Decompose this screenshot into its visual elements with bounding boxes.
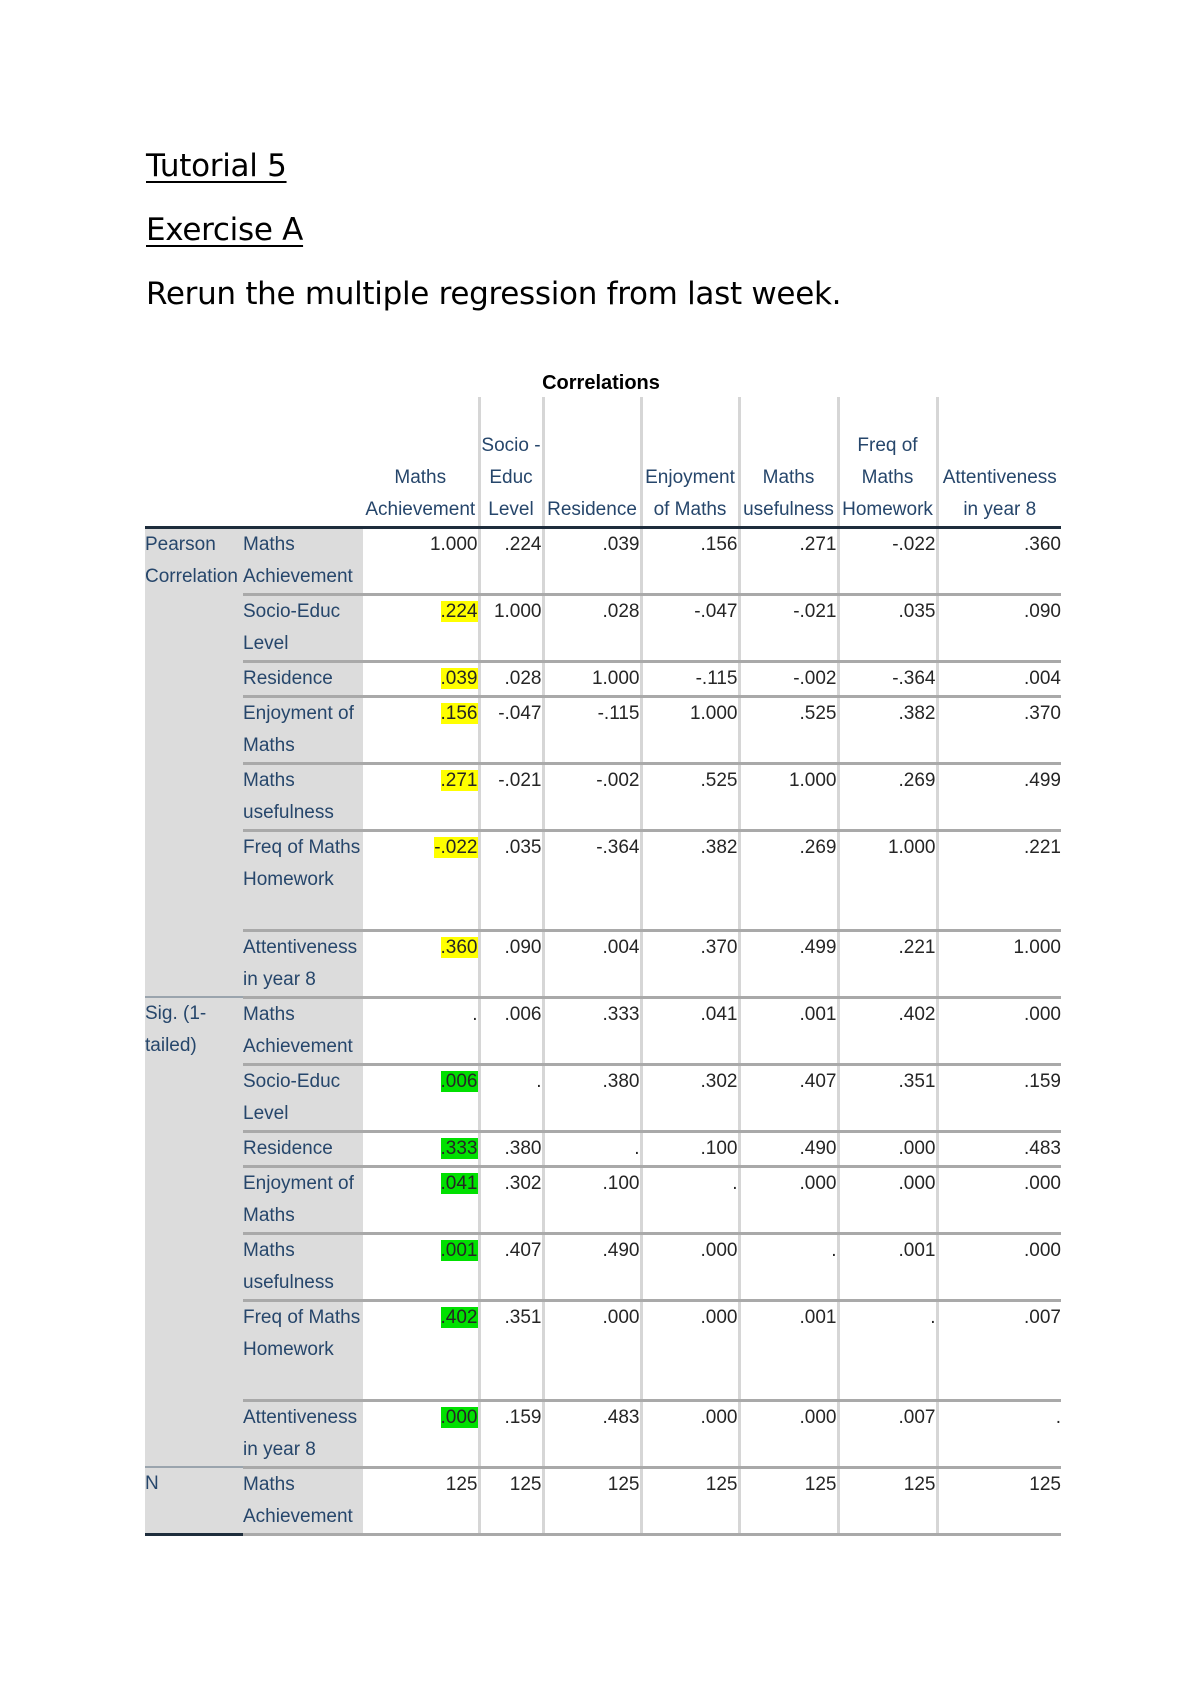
row-label: Residence — [243, 661, 363, 696]
table-cell: .007 — [838, 1400, 937, 1467]
table-row — [145, 830, 1061, 930]
table-cell: .269 — [838, 763, 937, 830]
table-cell: -.047 — [479, 696, 543, 763]
table-cell: -.115 — [641, 661, 739, 696]
row-label: Maths Achievement — [243, 997, 363, 1064]
column-header: Maths Achievement — [363, 397, 479, 527]
table-cell: .039 — [543, 527, 641, 594]
table-row — [145, 997, 1061, 1064]
table-cell: .100 — [641, 1131, 739, 1166]
table-cell: .000 — [937, 1166, 1061, 1233]
table-row — [145, 1064, 1061, 1131]
table-cell: .221 — [937, 830, 1061, 930]
table-cell: .090 — [479, 930, 543, 997]
table-cell — [363, 830, 479, 930]
table-cell: . — [937, 1400, 1061, 1467]
correlations-table — [145, 397, 1061, 1536]
table-cell: -.115 — [543, 696, 641, 763]
table-cell: .269 — [739, 830, 838, 930]
table-cell — [363, 1233, 479, 1300]
table-cell: -.047 — [641, 594, 739, 661]
column-header: Socio -Educ Level — [479, 397, 543, 527]
table-cell: .302 — [641, 1064, 739, 1131]
table-cell: . — [641, 1166, 739, 1233]
table-cell: .407 — [739, 1064, 838, 1131]
table-cell: .001 — [739, 1300, 838, 1400]
table-cell — [363, 763, 479, 830]
row-group-label: N — [145, 1467, 243, 1534]
highlighted-cell-value: .224 — [440, 600, 478, 622]
row-label: Maths Achievement — [243, 527, 363, 594]
table-cell — [363, 1166, 479, 1233]
column-header: Enjoyment of Maths — [641, 397, 739, 527]
table-row — [145, 1233, 1061, 1300]
table-cell: 1.000 — [838, 830, 937, 930]
table-cell: .525 — [739, 696, 838, 763]
tutorial-heading: Tutorial 5 — [146, 148, 287, 184]
table-cell: .271 — [739, 527, 838, 594]
table-cell: .221 — [838, 930, 937, 997]
table-row — [145, 1467, 1061, 1534]
table-row — [145, 930, 1061, 997]
table-cell — [363, 1131, 479, 1166]
table-row — [145, 696, 1061, 763]
table-cell: .351 — [479, 1300, 543, 1400]
table-cell: .000 — [739, 1166, 838, 1233]
table-cell: .041 — [641, 997, 739, 1064]
table-cell: .000 — [739, 1400, 838, 1467]
row-label: Socio-Educ Level — [243, 594, 363, 661]
table-cell: -.364 — [543, 830, 641, 930]
highlighted-cell-value: .006 — [440, 1070, 478, 1092]
table-cell: . — [479, 1064, 543, 1131]
highlighted-cell-value: .402 — [440, 1306, 478, 1328]
row-label: Attentiveness in year 8 — [243, 930, 363, 997]
row-label: Maths usefulness — [243, 1233, 363, 1300]
table-cell: 125 — [543, 1467, 641, 1534]
table-cell: .004 — [937, 661, 1061, 696]
table-cell: .525 — [641, 763, 739, 830]
table-cell: 1.000 — [937, 930, 1061, 997]
table-cell: -.364 — [838, 661, 937, 696]
table-cell: .382 — [838, 696, 937, 763]
table-cell — [363, 661, 479, 696]
row-label: Residence — [243, 1131, 363, 1166]
table-cell: .028 — [479, 661, 543, 696]
highlighted-cell-value: .333 — [440, 1137, 478, 1159]
column-header: Residence — [543, 397, 641, 527]
table-cell: .490 — [739, 1131, 838, 1166]
table-cell: .000 — [641, 1233, 739, 1300]
table-cell: -.002 — [543, 763, 641, 830]
table-cell: .001 — [838, 1233, 937, 1300]
table-cell: . — [363, 997, 479, 1064]
table-row — [145, 527, 1061, 594]
table-row — [145, 1166, 1061, 1233]
table-cell: 125 — [739, 1467, 838, 1534]
row-label: Socio-Educ Level — [243, 1064, 363, 1131]
table-cell: .156 — [641, 527, 739, 594]
table-cell: .402 — [838, 997, 937, 1064]
header-blank — [243, 397, 363, 527]
row-group-label: Sig. (1-tailed) — [145, 997, 243, 1467]
header-blank — [145, 397, 243, 527]
table-cell — [363, 1064, 479, 1131]
highlighted-cell-value: .156 — [440, 702, 478, 724]
highlighted-cell-value: -.022 — [434, 836, 478, 858]
table-cell: 125 — [641, 1467, 739, 1534]
table-cell: .090 — [937, 594, 1061, 661]
table-cell: .035 — [838, 594, 937, 661]
table-cell: 1.000 — [641, 696, 739, 763]
row-label: Freq of Maths Homework — [243, 830, 363, 930]
table-cell: .100 — [543, 1166, 641, 1233]
table-cell: .302 — [479, 1166, 543, 1233]
table-cell: .499 — [937, 763, 1061, 830]
table-cell: .370 — [937, 696, 1061, 763]
table-cell: .351 — [838, 1064, 937, 1131]
table-row — [145, 1131, 1061, 1166]
table-cell — [363, 594, 479, 661]
table-cell: -.021 — [479, 763, 543, 830]
table-cell: .035 — [479, 830, 543, 930]
highlighted-cell-value: .039 — [440, 667, 478, 689]
table-cell: .007 — [937, 1300, 1061, 1400]
exercise-heading: Exercise A — [146, 212, 304, 248]
table-cell: -.021 — [739, 594, 838, 661]
table-cell: .483 — [937, 1131, 1061, 1166]
row-label: Freq of Maths Homework — [243, 1300, 363, 1400]
table-cell: .499 — [739, 930, 838, 997]
table-cell: . — [543, 1131, 641, 1166]
table-cell — [363, 696, 479, 763]
table-cell: .028 — [543, 594, 641, 661]
table-cell: 125 — [363, 1467, 479, 1534]
table-row — [145, 594, 1061, 661]
table-cell: .000 — [641, 1400, 739, 1467]
table-cell — [363, 1400, 479, 1467]
table-cell — [363, 1300, 479, 1400]
table-cell: .001 — [739, 997, 838, 1064]
highlighted-cell-value: .041 — [440, 1172, 478, 1194]
table-cell — [363, 930, 479, 997]
table-cell: .159 — [937, 1064, 1061, 1131]
table-row — [145, 1400, 1061, 1467]
table-cell: .370 — [641, 930, 739, 997]
table-cell: .382 — [641, 830, 739, 930]
table-cell: .000 — [543, 1300, 641, 1400]
table-cell: .006 — [479, 997, 543, 1064]
table-row — [145, 1300, 1061, 1400]
row-label: Maths usefulness — [243, 763, 363, 830]
row-group-label: Pearson Correlation — [145, 527, 243, 997]
table-cell: . — [739, 1233, 838, 1300]
table-cell: .000 — [937, 1233, 1061, 1300]
table-cell: 125 — [937, 1467, 1061, 1534]
table-cell: .360 — [937, 527, 1061, 594]
table-cell: 1.000 — [543, 661, 641, 696]
column-header: Maths usefulness — [739, 397, 838, 527]
table-cell: .380 — [543, 1064, 641, 1131]
table-cell: 1.000 — [739, 763, 838, 830]
row-label: Enjoyment of Maths — [243, 1166, 363, 1233]
row-label: Maths Achievement — [243, 1467, 363, 1534]
table-cell: 1.000 — [479, 594, 543, 661]
table-cell: -.022 — [838, 527, 937, 594]
table-title: Correlations — [542, 372, 660, 394]
table-cell: .000 — [838, 1166, 937, 1233]
column-header: Attentiveness in year 8 — [937, 397, 1061, 527]
row-label: Enjoyment of Maths — [243, 696, 363, 763]
table-cell: .380 — [479, 1131, 543, 1166]
highlighted-cell-value: .000 — [440, 1406, 478, 1428]
table-cell: .483 — [543, 1400, 641, 1467]
table-cell: .224 — [479, 527, 543, 594]
table-cell: .000 — [838, 1131, 937, 1166]
table-cell: .159 — [479, 1400, 543, 1467]
table-cell: .490 — [543, 1233, 641, 1300]
row-label: Attentiveness in year 8 — [243, 1400, 363, 1467]
table-cell: .407 — [479, 1233, 543, 1300]
table-row — [145, 763, 1061, 830]
table-body — [145, 527, 1061, 1534]
table-cell: .000 — [641, 1300, 739, 1400]
table-cell: .004 — [543, 930, 641, 997]
table-cell: 125 — [479, 1467, 543, 1534]
highlighted-cell-value: .001 — [440, 1239, 478, 1261]
table-row — [145, 661, 1061, 696]
column-header: Freq of Maths Homework — [838, 397, 937, 527]
table-cell: -.002 — [739, 661, 838, 696]
table-cell: .000 — [937, 997, 1061, 1064]
table-cell: 125 — [838, 1467, 937, 1534]
instruction-text: Rerun the multiple regression from last week. — [146, 276, 842, 312]
table-cell: . — [838, 1300, 937, 1400]
table-cell: .333 — [543, 997, 641, 1064]
highlighted-cell-value: .360 — [440, 936, 478, 958]
highlighted-cell-value: .271 — [440, 769, 478, 791]
table-cell: 1.000 — [363, 527, 479, 594]
